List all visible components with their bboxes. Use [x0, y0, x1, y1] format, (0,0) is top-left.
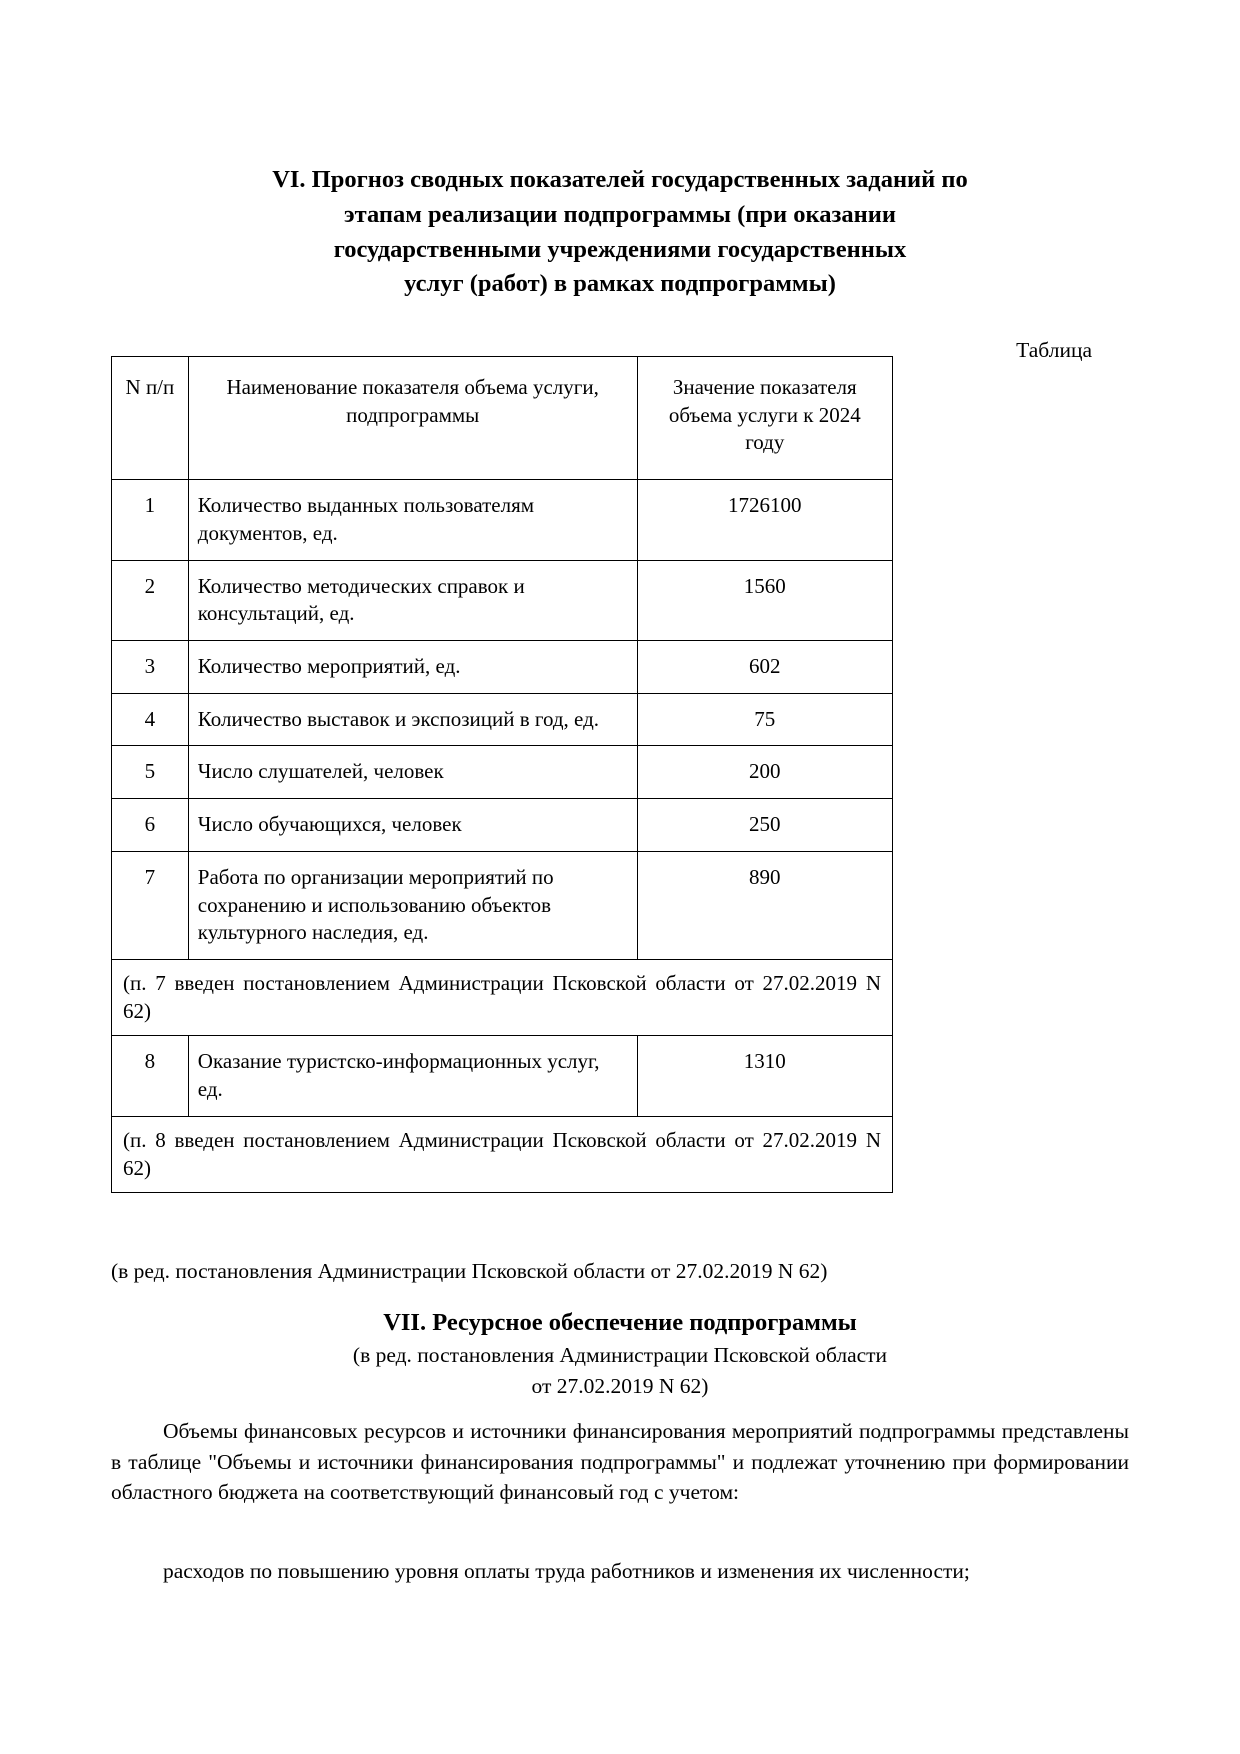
row-value: 250	[749, 812, 781, 837]
header-num-label: N п/п	[125, 375, 175, 399]
row-value-cell	[637, 641, 892, 694]
row-name-cell	[188, 1036, 637, 1116]
table-body	[112, 480, 893, 1193]
row-number: 1	[144, 493, 156, 518]
row-value-cell	[637, 693, 892, 746]
row-value: 890	[749, 864, 781, 889]
table-row	[112, 641, 893, 694]
footnote-cell-7	[112, 960, 893, 1036]
row-name-cell	[188, 560, 637, 640]
row-name-cell	[188, 693, 637, 746]
row-name: Оказание туристско-информационных услуг, ед.	[197, 1049, 600, 1102]
section-vi-heading-line-1: VI. Прогноз сводных показателей государственных заданий по	[272, 166, 968, 193]
table-footnote-row	[112, 960, 893, 1036]
header-cell-num	[112, 357, 189, 480]
row-value: 1310	[743, 1049, 786, 1074]
row-value: 200	[749, 759, 781, 784]
header-cell-value	[637, 357, 892, 480]
row-name-cell	[188, 641, 637, 694]
section-vii-heading	[230, 1306, 1010, 1341]
table-row	[112, 693, 893, 746]
row-name: Количество выданных пользователям документов, ед.	[197, 493, 535, 545]
row-name-cell	[188, 851, 637, 959]
row-number-cell	[112, 560, 189, 640]
header-value-label: Значение показателя объема услуги к 2024 году	[668, 375, 861, 455]
footnote-cell-8	[112, 1116, 893, 1192]
row-number-cell	[112, 799, 189, 852]
row-name-cell	[188, 799, 637, 852]
row-number: 2	[144, 573, 156, 598]
footnote-7-text: (п. 7 введен постановлением Администрации Псковской области от 27.02.2019 N 62)	[123, 971, 881, 1024]
table-revision-note: (в ред. постановления Администрации Псковской области от 27.02.2019 N 62)	[111, 1259, 828, 1283]
table-row	[112, 480, 893, 560]
row-number-cell	[112, 693, 189, 746]
table-footnote-row	[112, 1116, 893, 1192]
row-number: 7	[144, 864, 156, 889]
table-header-row	[112, 357, 893, 480]
footnote-8-text: (п. 8 введен постановлением Администрации Псковской области от 27.02.2019 N 62)	[123, 1127, 881, 1180]
row-value: 1560	[743, 573, 786, 598]
section-vi-heading-line-2: этапам реализации подпрограммы (при оказании	[344, 200, 896, 228]
row-value-cell	[637, 746, 892, 799]
row-value: 602	[749, 654, 781, 679]
row-number-cell	[112, 641, 189, 694]
table-row	[112, 851, 893, 959]
table-caption: Таблица	[1016, 338, 1092, 362]
paragraph-expenses: расходов по повышению уровня оплаты труда работников и изменения их численности;	[163, 1559, 970, 1583]
row-value-cell	[637, 799, 892, 852]
paragraph-volumes: Объемы финансовых ресурсов и источники финансирования мероприятий подпрограммы представлены в таблице "Объемы и источники финансирования подпрограммы" и подлежат уточнению при формировании областного бюджета на соответствующий финансовый год с учетом:	[111, 1419, 1129, 1505]
row-name: Количество методических справок и консультаций, ед.	[197, 573, 525, 626]
table-row	[112, 799, 893, 852]
table-row	[112, 560, 893, 640]
row-value-cell	[637, 1036, 892, 1116]
row-name-cell	[188, 480, 637, 560]
header-cell-name	[188, 357, 637, 480]
row-number: 8	[144, 1049, 156, 1074]
indicators-table	[111, 356, 893, 1193]
section-vii-revision-note	[230, 1340, 1010, 1401]
row-value-cell	[637, 480, 892, 560]
row-number: 6	[144, 812, 156, 837]
section-vi-heading-line-4: услуг (работ) в рамках подпрограммы)	[404, 270, 836, 298]
row-number: 4	[144, 706, 156, 731]
table-row	[112, 1036, 893, 1116]
table-row	[112, 746, 893, 799]
row-name: Количество выставок и экспозиций в год, ед.	[197, 706, 600, 731]
row-value: 75	[754, 706, 776, 731]
header-name-label: Наименование показателя объема услуги, подпрограммы	[226, 375, 599, 427]
row-number-cell	[112, 746, 189, 799]
row-value-cell	[637, 560, 892, 640]
row-name: Количество мероприятий, ед.	[197, 654, 461, 679]
table-header	[112, 357, 893, 480]
section-vii-heading-text: VII. Ресурсное обеспечение подпрограммы	[383, 1309, 857, 1336]
section-vi-heading-line-3: государственными учреждениями государственных	[333, 235, 907, 263]
row-number: 3	[144, 654, 156, 679]
section-vii-note-line-2: от 27.02.2019 N 62)	[531, 1373, 709, 1398]
row-number-cell	[112, 851, 189, 959]
row-number: 5	[144, 759, 156, 784]
row-name: Работа по организации мероприятий по сохранению и использованию объектов культурного наследия, ед.	[197, 864, 554, 945]
section-vii-note-line-1: (в ред. постановления Администрации Псковской области	[352, 1343, 888, 1367]
row-number-cell	[112, 480, 189, 560]
row-name: Число обучающихся, человек	[197, 812, 462, 837]
row-value-cell	[637, 851, 892, 959]
row-name: Число слушателей, человек	[197, 759, 444, 784]
row-value: 1726100	[728, 493, 802, 518]
row-number-cell	[112, 1036, 189, 1116]
section-vi-heading	[230, 163, 1010, 302]
row-name-cell	[188, 746, 637, 799]
